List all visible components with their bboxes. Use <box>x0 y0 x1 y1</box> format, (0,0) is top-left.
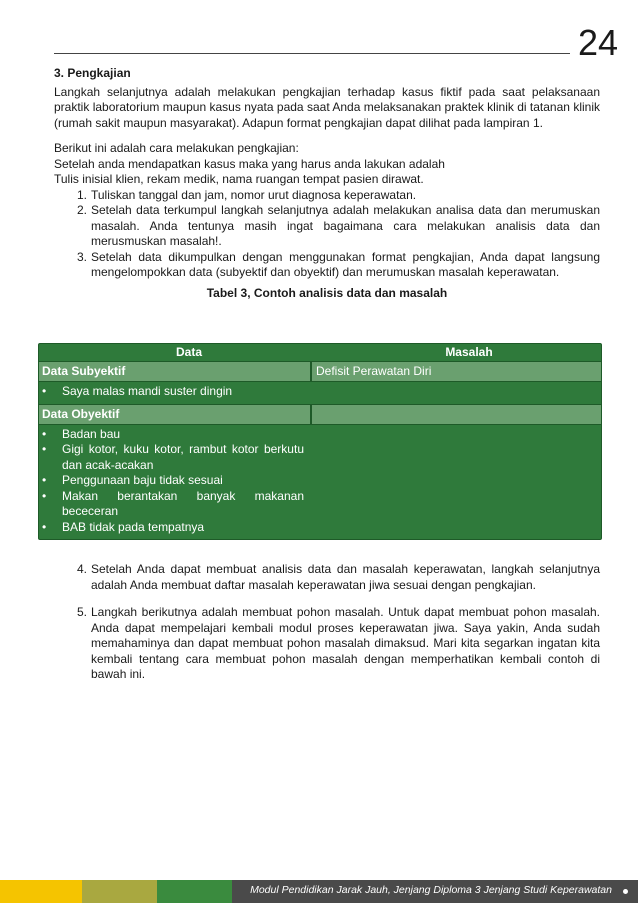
list-item: 4. Setelah Anda dapat membuat analisis data dan masalah keperawatan, langkah selanjutnya adalah Anda membuat daftar masalah keperawatan jiwa sesuai dengan pengkajian. <box>76 562 600 592</box>
subjective-label: Data Subyektif <box>39 362 312 381</box>
list-item: 3. Setelah data dikumpulkan dengan menggunakan format pengkajian, Anda dapat langsung mengelompokkan data (subyektif dan obyektif) dan merumuskan masalah keperawatan. <box>76 249 600 279</box>
objective-items <box>39 425 601 540</box>
list-item: • BAB tidak pada tempatnya <box>42 519 205 534</box>
list-item: 2. Setelah data terkumpul langkah selanjutnya adalah melakukan analisa data dan merumuskan masalah. Anda tentunya masih ingat bagaimana cara melakukan analisis data dan merusmuskan masalah!. <box>76 203 600 248</box>
continued-steps <box>54 562 600 683</box>
list-item: • Penggunaan baju tidak sesuai <box>42 473 223 487</box>
table-row <box>39 404 601 425</box>
text-line: Setelah anda mendapatkan kasus maka yang harus anda lakukan adalah <box>54 156 445 171</box>
problem-cell-empty <box>312 405 601 424</box>
objective-label: Data Obyektif <box>39 405 312 424</box>
list-item: • Badan bau <box>42 426 121 441</box>
page-number: 24 <box>577 22 618 63</box>
steps-list <box>54 562 600 683</box>
table-title: Tabel 3, Contoh analisis data dan masalah <box>206 285 448 300</box>
list-item: • Saya malas mandi suster dingin <box>42 384 233 398</box>
footer-dot-icon <box>623 889 628 894</box>
subjective-items <box>39 382 601 404</box>
header-rule <box>54 53 570 54</box>
table-header-row <box>39 344 601 361</box>
column-header-data: Data <box>175 345 202 359</box>
footer-title: Modul Pendidikan Jarak Jauh, Jenjang Diploma 3 Jenjang Studi Keperawatan <box>250 884 612 896</box>
column-header-masalah: Masalah <box>445 345 493 359</box>
main-content <box>54 66 600 309</box>
list-item: 5. Langkah berikutnya adalah membuat pohon masalah. Untuk dapat membuat pohon masalah. Anda dapat mempelajari kembali modul proses keperawatan jiwa. Saya yakin, Anda sudah memahaminya dan dapat membuat pohon masalah dimaksud. Mari kita segarkan ingatan kita kembali tentang cara membuat pohon masalah dengan memperhatikan kembali contoh di bawah ini. <box>76 605 600 681</box>
list-item: 1. Tuliskan tanggal dan jam, nomor urut diagnosa keperawatan. <box>76 187 417 202</box>
analysis-table <box>38 343 602 540</box>
list-item: • Makan berantakan banyak makanan bececeran <box>42 488 304 518</box>
steps-list <box>54 188 600 281</box>
list-item: • Gigi kotor, kuku kotor, rambut kotor berkutu dan acak-acakan <box>42 442 304 472</box>
problem-cell: Defisit Perawatan Diri <box>316 364 432 378</box>
text-line: Tulis inisial klien, rekam medik, nama ruangan tempat pasien dirawat. <box>54 172 424 186</box>
intro-paragraph: Langkah selanjutnya adalah melakukan pengkajian terhadap kasus fiktif pada saat pelaksanaan praktik laboratorium maupun kasus nyata pada saat Anda melaksanakan praktek klinik di tatanan klinik (rumah sakit maupun masyarakat). Adapun format pengkajian dapat dilihat pada lampiran 1. <box>54 84 600 130</box>
text-line: Berikut ini adalah cara melakukan pengkajian: <box>54 141 299 155</box>
table-row <box>39 361 601 382</box>
section-title: 3. Pengkajian <box>54 66 131 80</box>
